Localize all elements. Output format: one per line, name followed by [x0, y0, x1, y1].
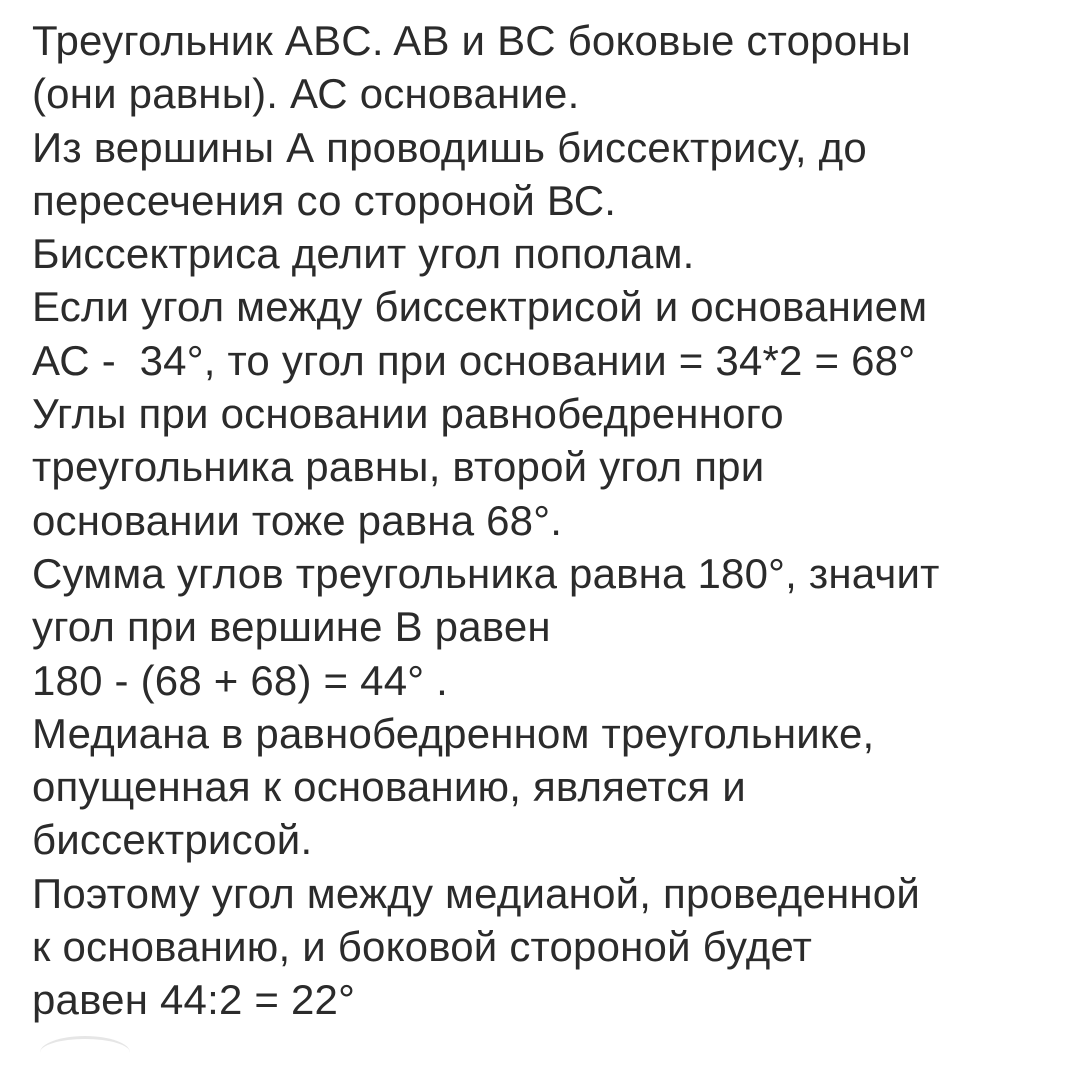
text-line: Сумма углов треугольника равна 180°, значит [32, 549, 940, 597]
text-line: Если угол между биссектрисой и основанием [32, 283, 928, 331]
text-line: треугольника равны, второй угол при [32, 443, 765, 491]
text-line: 180 - (68 + 68) = 44° . [32, 656, 448, 704]
text-line: Углы при основании равнобедренного [32, 390, 784, 438]
text-line: пересечения со стороной ВС. [32, 176, 617, 224]
text-line: Биссектриса делит угол пополам. [32, 230, 695, 278]
text-line: опущенная к основанию, является и [32, 763, 746, 811]
decorative-arc [40, 1036, 130, 1069]
text-line: Медиана в равнобедренном треугольнике, [32, 709, 875, 757]
text-line: основании тоже равна 68°. [32, 496, 563, 544]
text-line: Из вершины А проводишь биссектрису, до [32, 123, 867, 171]
text-line: Поэтому угол между медианой, проведенной [32, 869, 921, 917]
solution-text [32, 14, 1052, 1027]
text-line: угол при вершине В равен [32, 603, 551, 651]
text-line: к основанию, и боковой стороной будет [32, 923, 813, 971]
text-line: (они равны). АС основание. [32, 70, 580, 118]
text-line: Треугольник ABC. AB и BC боковые стороны [32, 17, 912, 64]
text-line: биссектрисой. [32, 816, 313, 864]
text-line: АС - 34°, то угол при основании = 34*2 = 68° [32, 336, 916, 384]
text-line: равен 44:2 = 22° [32, 976, 356, 1024]
